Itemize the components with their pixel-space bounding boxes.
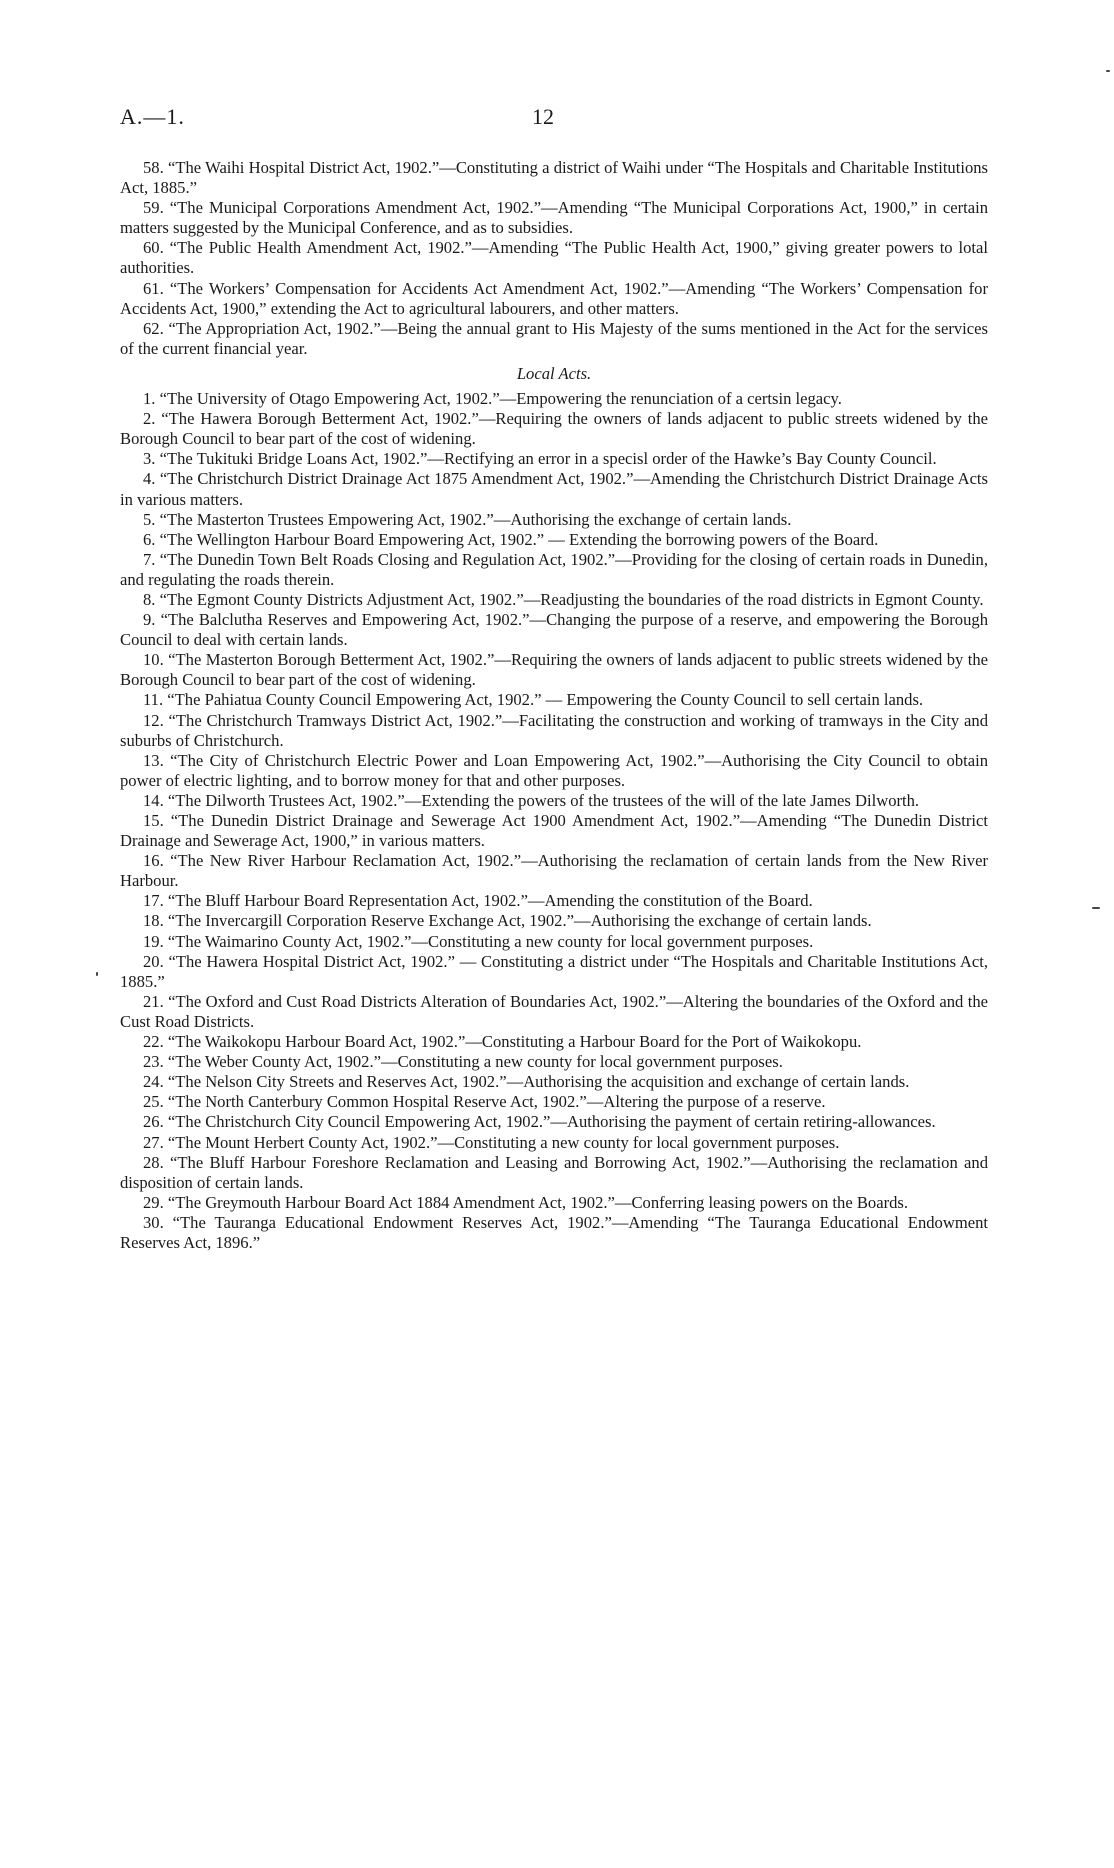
act-entry: 60. “The Public Health Amendment Act, 1902.”—Amending “The Public Health Act, 1900,” giving greater powers to lotal authorities.: [120, 238, 988, 278]
local-act-entry: 18. “The Invercargill Corporation Reserve Exchange Act, 1902.”—Authorising the exchange of certain lands.: [143, 911, 872, 931]
local-act-entry: 1. “The University of Otago Empowering Act, 1902.”—Empowering the renunciation of a certsin legacy.: [143, 389, 842, 409]
local-act-entry: 15. “The Dunedin District Drainage and Sewerage Act 1900 Amendment Act, 1902.”—Amending “The Dunedin District Drainage and Sewerage Act, 1900,” in various matters.: [120, 811, 988, 851]
local-act-entry: 24. “The Nelson City Streets and Reserves Act, 1902.”—Authorising the acquisition and exchange of certain lands.: [143, 1072, 910, 1092]
local-act-entry: 5. “The Masterton Trustees Empowering Act, 1902.”—Authorising the exchange of certain lands.: [143, 509, 792, 529]
local-act-entry: 7. “The Dunedin Town Belt Roads Closing and Regulation Act, 1902.”—Providing for the closing of certain roads in Dunedin, and regulating the roads therein.: [120, 549, 988, 589]
scan-mark: [1092, 907, 1100, 909]
local-act-entry: 26. “The Christchurch City Council Empowering Act, 1902.”—Authorising the payment of certain retiring-allowances.: [143, 1112, 936, 1132]
local-act-entry: 29. “The Greymouth Harbour Board Act 1884 Amendment Act, 1902.”—Conferring leasing powers on the Boards.: [143, 1192, 908, 1212]
act-entry: 58. “The Waihi Hospital District Act, 1902.”—Constituting a district of Waihi under “The Hospitals and Charitable Institutions Act, 1885.”: [120, 158, 988, 198]
document-reference: A.—1.: [120, 104, 185, 129]
general-acts-list: [120, 158, 988, 359]
local-acts-list: [120, 389, 988, 1253]
local-act-entry: 23. “The Weber County Act, 1902.”—Constituting a new county for local government purposes.: [143, 1052, 783, 1072]
act-entry: 61. “The Workers’ Compensation for Accidents Act Amendment Act, 1902.”—Amending “The Workers’ Compensation for Accidents Act, 1900,” extending the Act to agricultural labourers, and other matters.: [120, 278, 988, 318]
local-act-entry: 27. “The Mount Herbert County Act, 1902.”—Constituting a new county for local government purposes.: [143, 1132, 840, 1152]
act-entry: 59. “The Municipal Corporations Amendment Act, 1902.”—Amending “The Municipal Corporations Act, 1900,” in certain matters suggested by the Municipal Conference, and as to subsidies.: [120, 198, 988, 238]
page-body: [120, 158, 988, 1253]
page-number: 12: [532, 104, 554, 129]
scan-mark: [96, 972, 98, 976]
page-header: [120, 104, 988, 136]
local-act-entry: 16. “The New River Harbour Reclamation Act, 1902.”—Authorising the reclamation of certain lands from the New River Harbour.: [120, 851, 988, 891]
local-act-entry: 12. “The Christchurch Tramways District Act, 1902.”—Facilitating the construction and working of tramways in the City and suburbs of Christchurch.: [120, 710, 988, 750]
local-act-entry: 8. “The Egmont County Districts Adjustment Act, 1902.”—Readjusting the boundaries of the road districts in Egmont County.: [143, 589, 984, 609]
local-act-entry: 4. “The Christchurch District Drainage Act 1875 Amendment Act, 1902.”—Amending the Christchurch District Drainage Acts in various matters.: [120, 469, 988, 509]
local-act-entry: 14. “The Dilworth Trustees Act, 1902.”—Extending the powers of the trustees of the will of the late James Dilworth.: [143, 790, 920, 810]
local-act-entry: 10. “The Masterton Borough Betterment Act, 1902.”—Requiring the owners of lands adjacent to public streets widened by the Borough Council to bear part of the cost of widening.: [120, 650, 988, 690]
local-act-entry: 3. “The Tukituki Bridge Loans Act, 1902.”—Rectifying an error in a specisl order of the Hawke’s Bay County Council.: [143, 449, 937, 469]
local-act-entry: 30. “The Tauranga Educational Endowment Reserves Act, 1902.”—Amending “The Tauranga Educational Endowment Reserves Act, 1896.”: [120, 1212, 988, 1252]
local-act-entry: 22. “The Waikokopu Harbour Board Act, 1902.”—Constituting a Harbour Board for the Port of Waikokopu.: [143, 1032, 862, 1052]
local-act-entry: 11. “The Pahiatua County Council Empowering Act, 1902.” — Empowering the County Council to sell certain lands.: [143, 690, 924, 710]
local-act-entry: 20. “The Hawera Hospital District Act, 1902.” — Constituting a district under “The Hospitals and Charitable Institutions Act, 1885.”: [120, 951, 988, 991]
local-act-entry: 19. “The Waimarino County Act, 1902.”—Constituting a new county for local government purposes.: [143, 931, 814, 951]
scan-mark: [1106, 70, 1110, 72]
local-act-entry: 13. “The City of Christchurch Electric Power and Loan Empowering Act, 1902.”—Authorising the City Council to obtain power of electric lighting, and to borrow money for that and other purposes.: [120, 750, 988, 790]
local-act-entry: 21. “The Oxford and Cust Road Districts Alteration of Boundaries Act, 1902.”—Altering the boundaries of the Oxford and the Cust Road Districts.: [120, 991, 988, 1031]
local-acts-heading: Local Acts.: [516, 363, 592, 383]
local-act-entry: 2. “The Hawera Borough Betterment Act, 1902.”—Requiring the owners of lands adjacent to public streets widened by the Borough Council to bear part of the cost of widening.: [120, 409, 988, 449]
act-entry: 62. “The Appropriation Act, 1902.”—Being the annual grant to His Majesty of the sums mentioned in the Act for the services of the current financial year.: [120, 318, 988, 358]
local-act-entry: 28. “The Bluff Harbour Foreshore Reclamation and Leasing and Borrowing Act, 1902.”—Authorising the reclamation and disposition of certain lands.: [120, 1152, 988, 1192]
local-act-entry: 17. “The Bluff Harbour Board Representation Act, 1902.”—Amending the constitution of the Board.: [143, 891, 813, 911]
local-act-entry: 25. “The North Canterbury Common Hospital Reserve Act, 1902.”—Altering the purpose of a reserve.: [143, 1092, 826, 1112]
local-act-entry: 6. “The Wellington Harbour Board Empowering Act, 1902.” — Extending the borrowing powers of the Board.: [143, 529, 879, 549]
local-act-entry: 9. “The Balclutha Reserves and Empowering Act, 1902.”—Changing the purpose of a reserve, and empowering the Borough Council to deal with certain lands.: [120, 610, 988, 650]
